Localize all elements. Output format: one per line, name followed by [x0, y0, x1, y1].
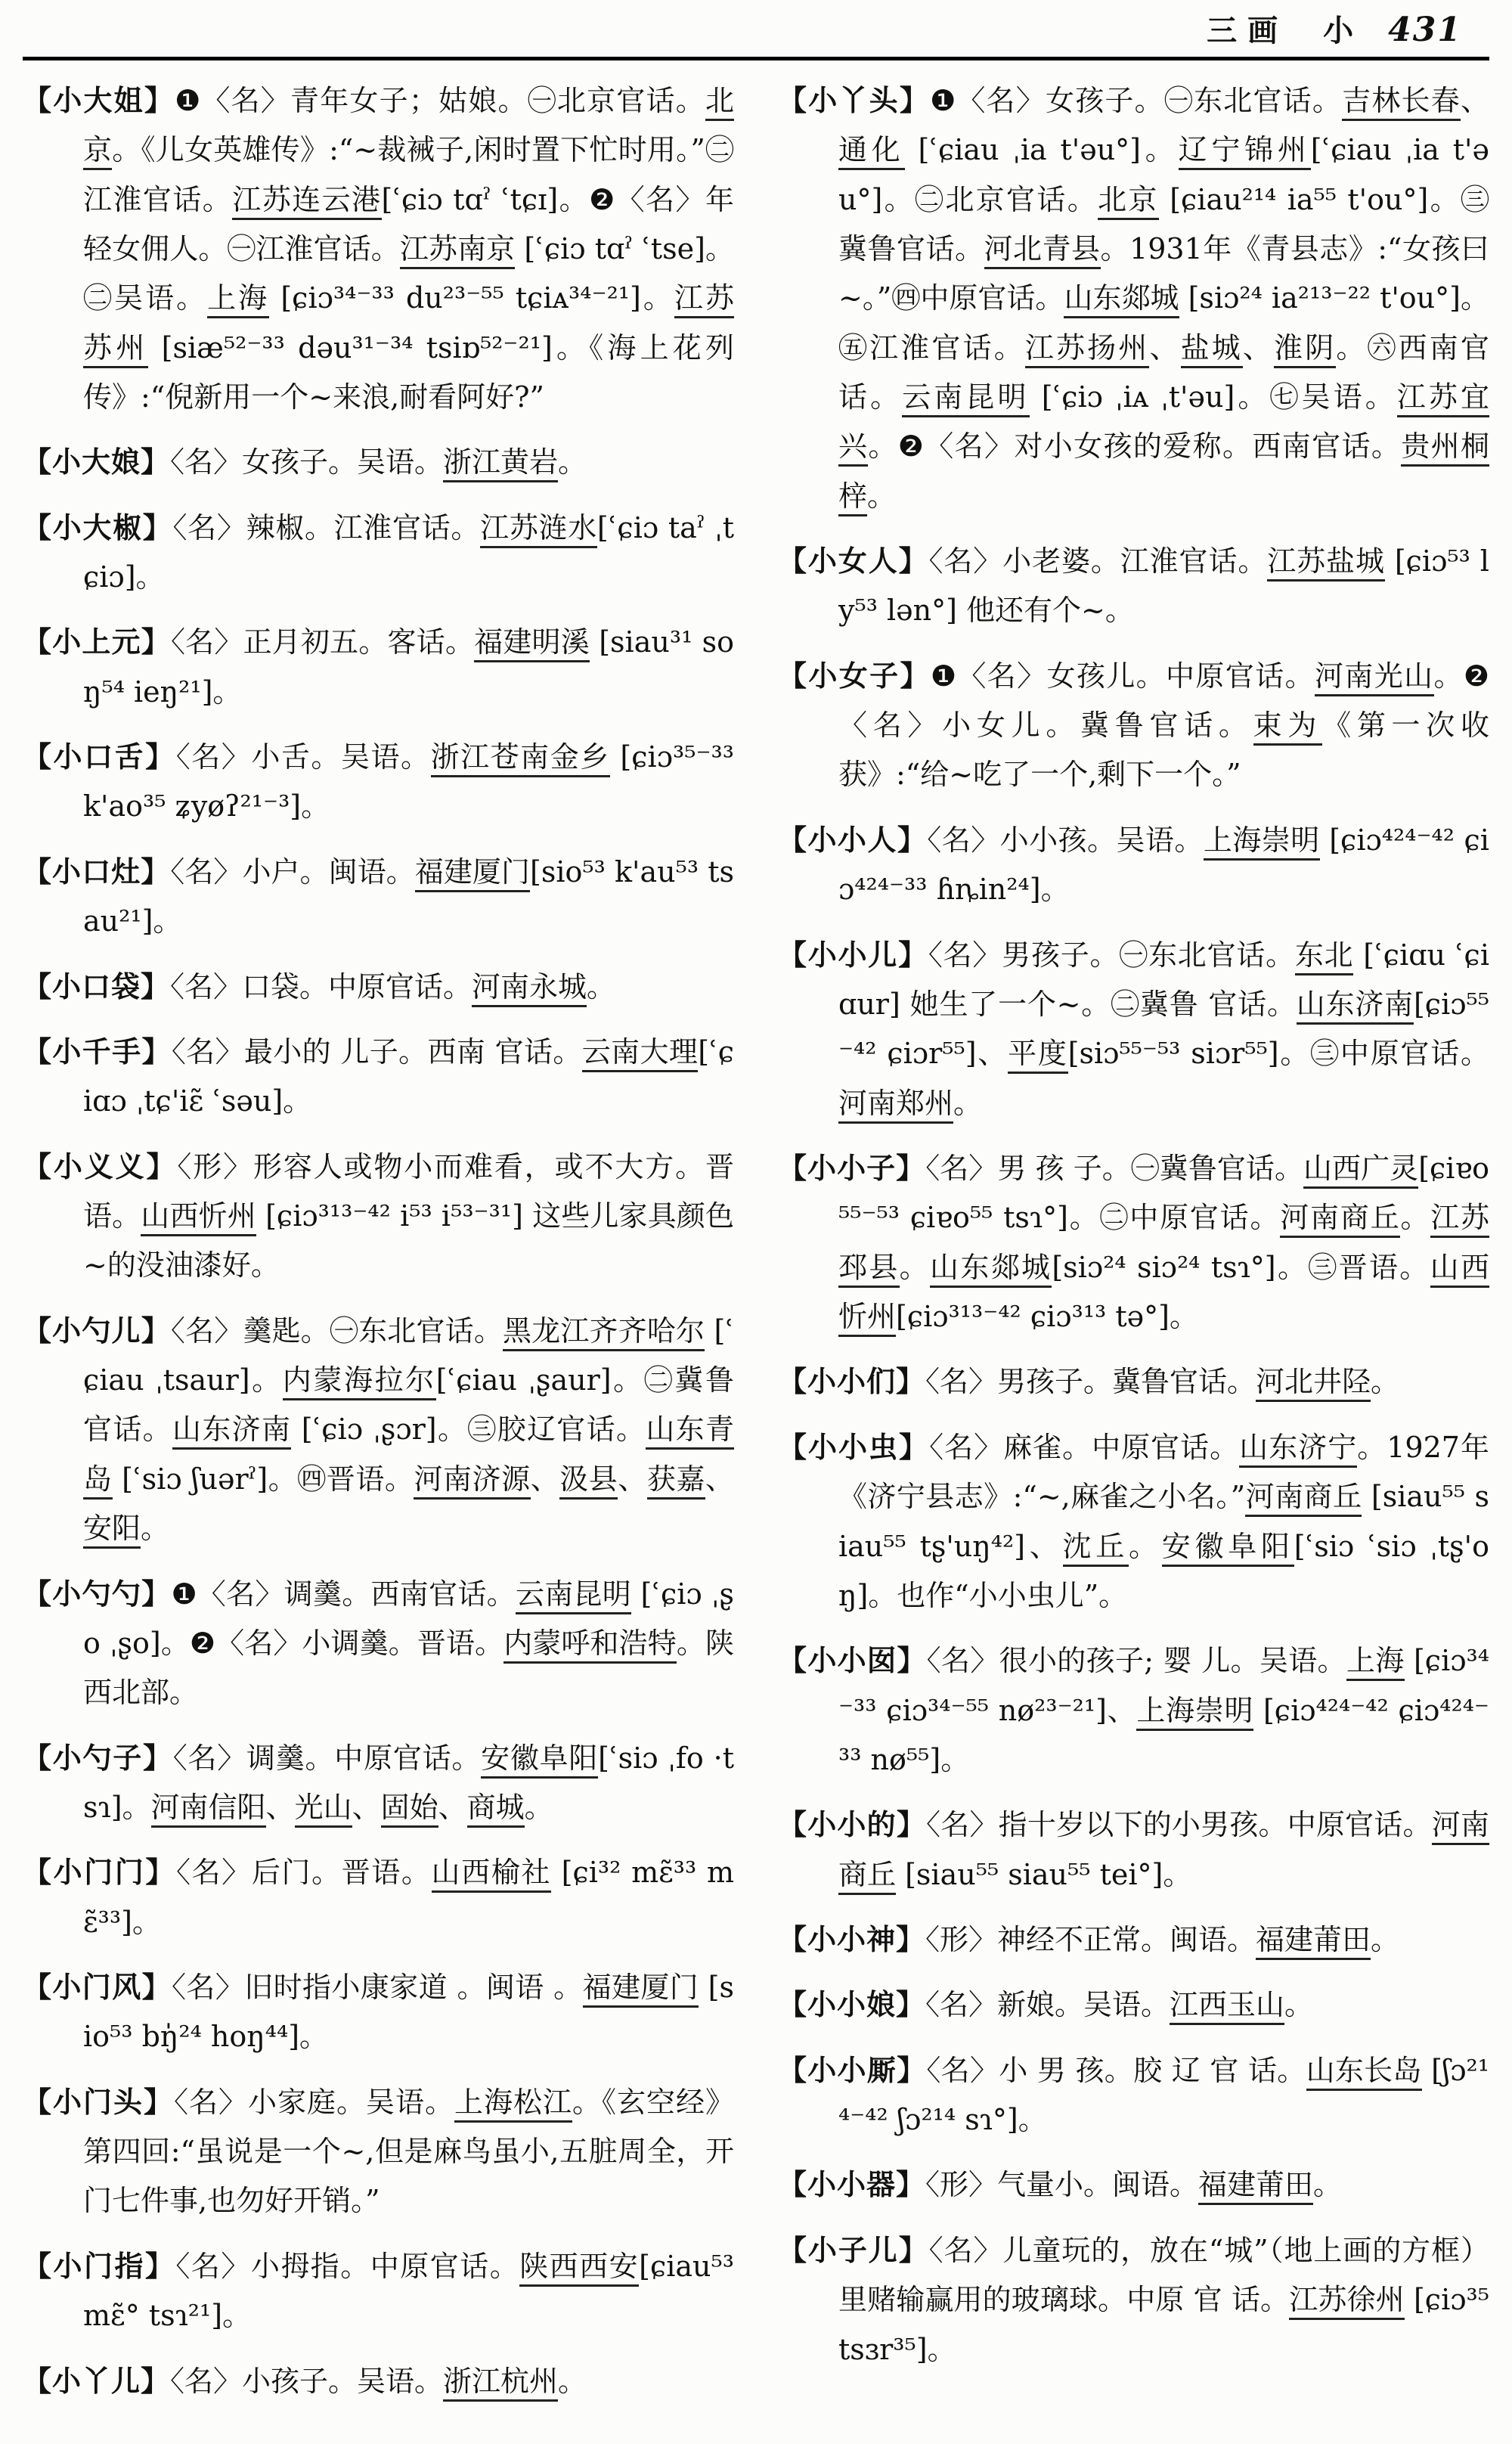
entry-text: [ʿɕiau ˌtsaur]。: [83, 1313, 734, 1397]
entry-text: 。《玄空经》第四回:“虽说是一个~,但是麻鸟虽小,五脏周全，开门七件事,也勿好开销。”: [83, 2085, 734, 2218]
entry-text: 。1927年《济宁县志》:“~,麻雀之小名。”: [838, 1430, 1489, 1514]
entry-text: [ʃɔ²¹⁴⁻⁴² ʃɔ²¹⁴ sɿ°]。: [838, 2053, 1489, 2137]
place-name: 河北井陉: [1256, 1365, 1371, 1402]
dictionary-entry: [23, 962, 734, 1012]
entry-text: 。: [1371, 1923, 1400, 1957]
place-name: 福建厦门: [583, 1971, 699, 2008]
place-name: 上海: [207, 281, 269, 318]
place-name: 贵州桐梓: [838, 430, 1489, 516]
dictionary-entry: [778, 815, 1489, 915]
entry-text: 〈名〉女孩子。吴语。: [170, 445, 444, 479]
entry-headword: 【小小儿】: [778, 937, 928, 972]
entry-headword: 【小门门】: [23, 1855, 177, 1890]
place-name: 淮阴: [1274, 331, 1336, 368]
entry-text: 。: [953, 1086, 983, 1120]
place-name: 辽宁锦州: [1179, 133, 1311, 170]
place-name: 河南商丘: [1245, 1480, 1362, 1517]
dictionary-entry: [778, 1915, 1489, 1965]
column-right: [778, 76, 1489, 2421]
entry-columns: [23, 76, 1489, 2421]
place-name: 福建莆田: [1256, 1923, 1371, 1960]
entry-headword: 【小勺儿】: [23, 1313, 171, 1348]
entry-text: [ɕiɔ³⁵⁻³³ k'ao³⁵ ʑyøʔ²¹⁻³]。: [83, 740, 734, 823]
entry-headword: 【小女人】: [778, 544, 929, 578]
place-name: 上海崇明: [1136, 1694, 1253, 1731]
entry-text: [ɕiɐo⁵⁵⁻⁵³ ɕiɐo⁵⁵ tsɿ°]。㊁中原官话。: [838, 1151, 1489, 1235]
entry-text: 、: [618, 1462, 647, 1496]
entry-text: 、: [1460, 83, 1489, 117]
place-name: 浙江苍南金乡: [431, 740, 610, 777]
place-name: 山西广灵: [1303, 1152, 1418, 1189]
entry-text: 〈名〉儿童玩的，放在“城”（地上画的方框）里赌输赢用的玻璃球。中原 官 话。: [838, 2233, 1489, 2317]
entry-headword: 【小大姐】: [23, 82, 175, 117]
entry-text: 〈名〉小孩子。吴语。: [170, 2364, 444, 2398]
entry-text: [ʿɕiau ˌʂaur]。㊁冀鲁官话。: [83, 1363, 734, 1447]
place-name: 东北: [1295, 938, 1354, 975]
entry-text: 、: [438, 1790, 467, 1824]
place-name: 上海崇明: [1204, 823, 1320, 861]
entry-text: [ʿɕiɔ tɑˀ ʿtɕɪ]。❷〈名〉年轻女佣人。㊀江淮官话。: [83, 182, 734, 265]
place-name: 通化: [838, 133, 905, 170]
dictionary-entry: [23, 617, 734, 717]
place-name: 江苏连云港: [232, 183, 381, 220]
place-name: 江苏徐州: [1289, 2283, 1405, 2320]
place-name: 河南商丘: [1280, 1201, 1400, 1238]
dictionary-entry: [778, 930, 1489, 1128]
dictionary-entry: [778, 1636, 1489, 1785]
entry-headword: 【小女子】: [778, 658, 931, 693]
place-name: 上海松江: [454, 2086, 572, 2123]
place-name: 山东济宁: [1239, 1431, 1357, 1468]
entry-text: 〈名〉旧时指小康家道 。闽语 。: [172, 1971, 583, 2005]
entry-text: ❶〈名〉青年女子；姑娘。㊀北京官话。: [175, 83, 705, 117]
place-name: 固始: [381, 1791, 438, 1828]
place-name: 汲县: [559, 1462, 618, 1500]
entry-headword: 【小口灶】: [23, 854, 171, 889]
dictionary-entry: [778, 2045, 1489, 2145]
dictionary-entry: [23, 732, 734, 832]
entry-text: ❶〈名〉女孩子。㊀东北官话。: [930, 83, 1343, 117]
entry-text: 〈名〉男孩子。㊀东北官话。: [928, 938, 1295, 972]
place-name: 河北青县: [984, 232, 1101, 269]
place-name: 上海: [1346, 1644, 1405, 1681]
entry-headword: 【小口袋】: [23, 969, 171, 1003]
place-name: 光山: [295, 1791, 352, 1828]
entry-text: 、: [530, 1462, 560, 1496]
dictionary-entry: [23, 1847, 734, 1947]
entry-headword: 【小子儿】: [778, 2232, 929, 2267]
entry-text: 。陕西北部。: [83, 1626, 734, 1710]
place-name: 平度: [1008, 1037, 1068, 1074]
entry-text: [ɕiɔ⁵³ ly⁵³ lən°] 他还有个~。: [838, 544, 1489, 628]
page-header: [23, 11, 1489, 51]
place-name: 北京: [83, 84, 734, 170]
place-name: 江苏苏州: [83, 281, 734, 368]
entry-headword: 【小小虫】: [778, 1429, 930, 1464]
dictionary-entry: [778, 1357, 1489, 1407]
entry-text: [siɔ⁵⁵⁻⁵³ siɔr⁵⁵]。㊂中原官话。: [1067, 1037, 1490, 1071]
entry-headword: 【小小娘】: [778, 1987, 926, 2022]
dictionary-entry: [23, 2241, 734, 2341]
entry-text: 。: [1313, 2168, 1343, 2202]
entry-headword: 【小小们】: [778, 1364, 926, 1399]
entry-text: 〈名〉口袋。中原官话。: [170, 969, 472, 1003]
place-name: 山东青岛: [83, 1413, 734, 1499]
entry-headword: 【小千手】: [23, 1034, 172, 1068]
entry-headword: 【小上元】: [23, 625, 171, 659]
entry-text: [siæ⁵²⁻³³ dəu³¹⁻³⁴ tsiɒ⁵²⁻²¹]。《海上花列传》:“倪新用一个~来浪,耐看阿好?”: [83, 330, 734, 414]
entry-text: 、: [1242, 330, 1275, 364]
entry-text: 、: [265, 1790, 295, 1824]
place-name: 山西忻州: [141, 1199, 256, 1236]
place-name: 江苏涟水: [480, 511, 597, 548]
dictionary-entry: [778, 2160, 1489, 2210]
entry-headword: 【小小神】: [778, 1922, 926, 1957]
place-name: 山东郯城: [1064, 281, 1179, 318]
place-name: 江苏宜兴: [838, 380, 1489, 467]
entry-headword: 【小门指】: [23, 2248, 176, 2283]
entry-text: ❶〈名〉调羹。西南官话。: [171, 1577, 516, 1611]
radical-label: 小: [1323, 13, 1354, 48]
entry-text: 。: [867, 479, 897, 513]
dictionary-entry: [23, 503, 734, 603]
entry-headword: 【小大娘】: [23, 445, 171, 479]
entry-text: 《第一次收获》:“给~吃了一个,剩下一个。”: [838, 709, 1489, 792]
place-name: 内蒙呼和浩特: [503, 1627, 677, 1664]
dictionary-entry: [23, 1027, 734, 1127]
place-name: 江苏扬州: [1025, 331, 1150, 368]
entry-text: 〈名〉调羹。中原官话。: [172, 1741, 482, 1775]
entry-headword: 【小小囡】: [778, 1643, 927, 1678]
place-name: 河南商丘: [838, 1808, 1489, 1894]
entry-text: [ʿɕiau ˌia t'əu°]。㊁北京官话。: [838, 133, 1489, 216]
entry-text: 〈名〉指十岁以下的小男孩。中原官话。: [926, 1808, 1432, 1842]
entry-text: 、: [705, 1462, 734, 1496]
entry-headword: 【小丫儿】: [23, 2363, 171, 2398]
entry-text: 。1931年《青县志》:“女孩曰~。”㊃中原官话。: [838, 231, 1489, 315]
entry-text: [ʿɕiau ˌia t'əu°]。: [904, 133, 1179, 167]
place-name: 云南昆明: [516, 1577, 631, 1614]
page-number: 431: [1388, 11, 1462, 49]
place-name: 云南大理: [582, 1035, 698, 1072]
entry-text: [ɕiɔ³⁵ tsɜr³⁵]。: [838, 2283, 1489, 2366]
entry-text: 。: [1129, 1529, 1162, 1563]
entry-headword: 【小勺勺】: [23, 1576, 172, 1611]
dictionary-entry: [23, 2077, 734, 2226]
entry-text: [ʿsiɔ ʃuərˀ]。㊃晋语。: [112, 1462, 414, 1496]
dictionary-entry: [778, 536, 1489, 636]
entry-text: 〈名〉后门。晋语。: [176, 1856, 432, 1890]
entry-headword: 【小门头】: [23, 2084, 174, 2119]
place-name: 河南信阳: [151, 1791, 266, 1828]
place-name: 黑龙江齐齐哈尔: [503, 1314, 705, 1351]
entry-text: [ɕiɔ³¹³⁻⁴² ɕiɔ³¹³ tə°]。: [896, 1300, 1198, 1334]
entry-text: 〈形〉神经不正常。闽语。: [925, 1923, 1256, 1957]
entry-text: 〈形〉气量小。闽语。: [925, 2168, 1199, 2202]
header-divider: [23, 57, 1489, 60]
entry-text: [ʿɕiɔ ˌʂo ˌʂo]。❷〈名〉小调羹。晋语。: [83, 1577, 734, 1660]
dictionary-entry: [23, 2356, 734, 2406]
entry-text: [ʿɕiɑɔ ˌtɕ'iɛ̃ ʿsəu]。: [83, 1034, 734, 1118]
entry-text: [sio⁵³ bŋ̍²⁴ hoŋ⁴⁴]。: [83, 1971, 734, 2054]
entry-text: 。: [1371, 1365, 1400, 1399]
entry-text: [siau⁵⁵ siau⁵⁵ tei°]。: [896, 1857, 1192, 1891]
place-name: 沈丘: [1063, 1530, 1129, 1567]
entry-text: [siau⁵⁵ siau⁵⁵ tʂ'uŋ⁴²]、: [838, 1480, 1489, 1563]
place-name: 福建莆田: [1198, 2168, 1313, 2205]
place-name: 浙江杭州: [443, 2365, 558, 2402]
entry-headword: 【小口舌】: [23, 740, 176, 774]
entry-text: [siau³¹ soŋ⁵⁴ ieŋ²¹]。: [83, 625, 734, 709]
entry-text: [ɕiɔ³⁴⁻³³ ɕiɔ³⁴⁻⁵⁵ nø²³⁻²¹]、: [838, 1644, 1489, 1727]
entry-text: [ɕiau²¹⁴ ia⁵⁵ t'ou°]。㊂冀鲁官话。: [838, 182, 1489, 265]
entry-headword: 【小小子】: [778, 1150, 926, 1185]
entry-text: 。: [1400, 1201, 1431, 1235]
place-name: 山东长岛: [1306, 2054, 1422, 2091]
place-name: 江苏南京: [400, 232, 515, 269]
entry-text: 。㊅西南官话。: [838, 330, 1489, 414]
place-name: 盐城: [1181, 331, 1243, 368]
dictionary-entry: [778, 1980, 1489, 2030]
dictionary-entry: [23, 1142, 734, 1291]
entry-text: [ɕiɔ³⁴⁻³³ du²³⁻⁵⁵ tɕiᴀ³⁴⁻²¹]。: [269, 281, 674, 315]
dictionary-entry: [23, 1962, 734, 2062]
entry-text: 〈名〉小家庭。吴语。: [174, 2085, 454, 2119]
entry-text: 〈形〉形容人或物小而难看，或不大方。晋语。: [83, 1149, 734, 1233]
place-name: 山西忻州: [838, 1251, 1489, 1337]
entry-text: ❶〈名〉女孩儿。中原官话。: [930, 659, 1315, 693]
place-name: 商城: [467, 1791, 525, 1828]
entry-text: 〈名〉正月初五。客话。: [170, 625, 475, 659]
entry-text: 〈名〉新娘。吴语。: [925, 1988, 1170, 2022]
place-name: 福建厦门: [415, 855, 530, 892]
entry-text: 〈名〉男孩子。冀鲁官话。: [925, 1365, 1256, 1399]
entry-text: [ʿɕiɑu ʿɕiɑur] 她生了一个~。㊁冀鲁 官话。: [838, 938, 1489, 1021]
entry-headword: 【小小厮】: [778, 2052, 927, 2087]
place-name: 安徽阜阳: [1162, 1530, 1294, 1567]
entry-text: [siɔ²⁴ ia²¹³⁻²² t'ou°]。㊄江淮官话。: [838, 281, 1489, 364]
entry-text: [ɕi³² mɛ̃³³ mɛ̃³³]。: [83, 1856, 734, 1939]
entry-text: 〈名〉小舌。吴语。: [175, 740, 431, 774]
place-name: 河南光山: [1315, 659, 1434, 696]
entry-headword: 【小小器】: [778, 2167, 926, 2202]
entry-text: 〈名〉小老婆。江淮官话。: [928, 544, 1268, 578]
entry-text: 、: [352, 1790, 381, 1824]
entry-text: 〈名〉最小的 儿子。西南 官话。: [171, 1034, 582, 1068]
place-name: 福建明溪: [474, 625, 590, 662]
entry-text: [ʿɕiɔ ˌiᴀ ˌt'əu]。㊆吴语。: [1029, 380, 1397, 414]
dictionary-entry: [778, 1143, 1489, 1341]
place-name: 束为: [1253, 709, 1322, 746]
place-name: 山东济南: [1297, 988, 1414, 1025]
place-name: 江西玉山: [1170, 1988, 1284, 2025]
entry-text: [ɕiɔ³¹³⁻⁴² i⁵³ i⁵³⁻³¹] 这些儿家具颜色~的没油漆好。: [83, 1199, 734, 1282]
place-name: 山西榆社: [432, 1856, 551, 1893]
entry-text: 。: [141, 1512, 170, 1546]
entry-text: 〈名〉麻雀。中原官话。: [929, 1430, 1240, 1464]
entry-headword: 【小丫头】: [778, 82, 931, 117]
entry-text: 〈名〉很小的孩子; 婴 儿。吴语。: [926, 1644, 1346, 1678]
entry-headword: 【小小人】: [778, 822, 928, 857]
entry-text: 。: [558, 445, 587, 479]
dictionary-entry: [23, 1733, 734, 1833]
place-name: 河南郑州: [838, 1087, 953, 1124]
place-name: 河南济源: [414, 1462, 530, 1500]
entry-text: 。❷〈名〉小女儿。冀鲁官话。: [838, 659, 1489, 743]
entry-text: [ɕiɔ⁴²⁴⁻⁴² ɕiɔ⁴²⁴⁻³³ nø⁵⁵]。: [838, 1693, 1489, 1776]
entry-text: 〈名〉小拇指。中原官话。: [175, 2249, 520, 2283]
entry-text: [ʿɕiɔ tɑˀ ʿtse]。㊁吴语。: [83, 231, 734, 315]
entry-text: [ʿɕiɔ ˌʂɔr]。㊂胶辽官话。: [291, 1413, 646, 1447]
entry-text: [ʿɕiɔ taˀ ˌtɕiɔ]。: [83, 510, 734, 594]
entry-text: [ɕiau⁵³ mɛ̃° tsɿ²¹]。: [83, 2249, 734, 2333]
entry-text: [ʿsiɔ ʿsiɔ ˌtʂ'oŋ]。也作“小小虫儿”。: [838, 1529, 1489, 1612]
dictionary-entry: [23, 1569, 734, 1718]
place-name: 山东郯城: [930, 1251, 1052, 1288]
place-name: 内蒙海拉尔: [283, 1363, 436, 1400]
place-name: 云南昆明: [902, 380, 1029, 417]
entry-text: 〈名〉小户。闽语。: [170, 854, 415, 889]
entry-headword: 【小勺子】: [23, 1740, 173, 1775]
entry-text: 、: [1149, 330, 1181, 364]
dictionary-entry: [23, 437, 734, 487]
dictionary-entry: [778, 2225, 1489, 2374]
entry-text: 。: [524, 1790, 553, 1824]
entry-headword: 【小大椒】: [23, 510, 173, 544]
entry-text: 〈名〉男 孩 子。㊀冀鲁官话。: [925, 1151, 1304, 1185]
entry-text: 。: [558, 2364, 587, 2398]
entry-text: [siɔ²⁴ siɔ²⁴ tsɿ°]。㊂晋语。: [1052, 1250, 1430, 1284]
entry-text: 〈名〉辣椒。江淮官话。: [172, 510, 481, 544]
dictionary-entry: [778, 76, 1489, 521]
place-name: 河南永城: [472, 970, 587, 1007]
place-name: 北京: [1098, 183, 1159, 220]
entry-text: [ʿsiɔ ˌfo ·tsɿ]。: [83, 1741, 734, 1824]
entry-text: [ɕiɔ⁵⁵⁻⁴² ɕiɔr⁵⁵]、: [838, 987, 1489, 1071]
entry-headword: 【小小的】: [778, 1807, 927, 1842]
place-name: 吉林长春: [1342, 84, 1461, 121]
entry-headword: 【小门风】: [23, 1970, 172, 2005]
dictionary-entry: [23, 1306, 734, 1554]
entry-text: [sio⁵³ k'au⁵³ tsau²¹]。: [83, 854, 734, 938]
entry-text: 〈名〉小 男 孩。胶 辽 官 话。: [926, 2053, 1306, 2087]
place-name: 山东济南: [172, 1413, 291, 1450]
dictionary-entry: [23, 847, 734, 947]
entry-text: 。❷〈名〉对小女孩的爱称。西南官话。: [868, 430, 1402, 464]
place-name: 安阳: [83, 1512, 141, 1549]
entry-text: 。: [899, 1250, 931, 1284]
entry-text: 。: [587, 969, 616, 1003]
column-left: [23, 76, 734, 2421]
dictionary-entry: [778, 1422, 1489, 1621]
dictionary-entry: [778, 651, 1489, 800]
place-name: 浙江黄岩: [443, 445, 558, 482]
dictionary-entry: [778, 1800, 1489, 1900]
entry-text: [ɕiɔ⁴²⁴⁻⁴² ɕiɔ⁴²⁴⁻³³ ɦȵin²⁴]。: [838, 823, 1489, 907]
stroke-section-label: 三画: [1207, 13, 1289, 48]
place-name: 获嘉: [647, 1462, 705, 1500]
entry-text: 〈名〉羹匙。㊀东北官话。: [170, 1313, 503, 1348]
entry-text: 。《儿女英雄传》:“~裁裓子,闲时置下忙时用。”㊁江淮官话。: [83, 133, 734, 216]
entry-text: 〈名〉小小孩。吴语。: [927, 823, 1204, 857]
place-name: 安徽阜阳: [481, 1742, 598, 1779]
place-name: 陕西西安: [519, 2250, 639, 2287]
place-name: 江苏盐城: [1267, 544, 1385, 582]
entry-text: 。: [1284, 1988, 1314, 2022]
entry-headword: 【小义义】: [23, 1149, 178, 1183]
place-name: 江苏邳县: [838, 1201, 1489, 1287]
dictionary-entry: [23, 76, 734, 423]
